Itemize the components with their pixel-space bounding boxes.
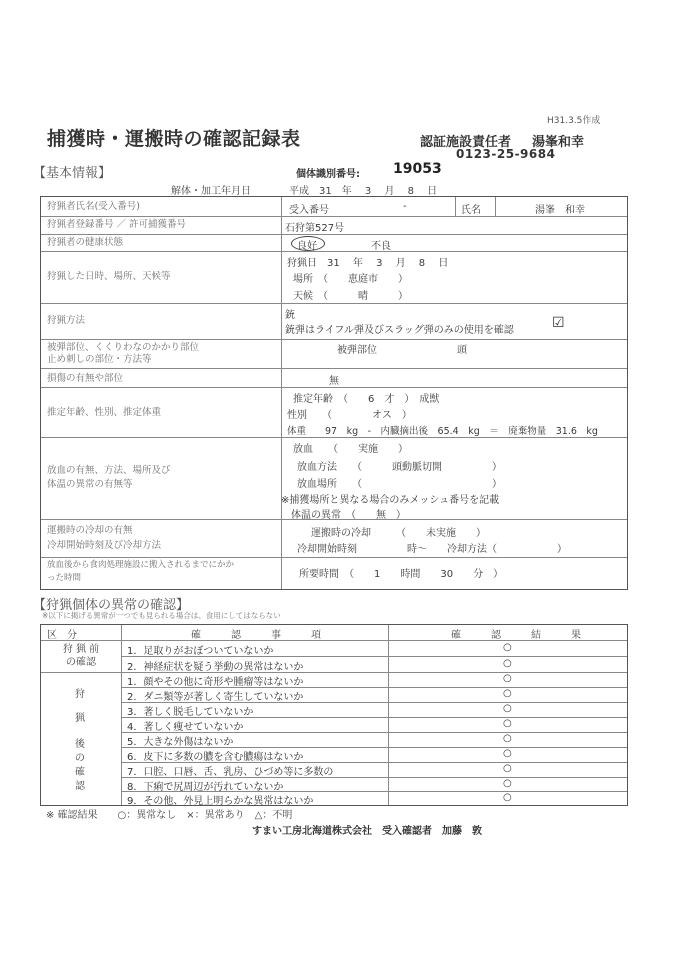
col-item-header: 確 認 事 項 xyxy=(191,630,321,641)
health-bad: 不良 xyxy=(371,241,391,252)
check-item: 7．口腔、口唇、舌、乳房、ひづめ等に多数の xyxy=(127,767,334,778)
check-item: 4．著しく痩せていないか xyxy=(127,722,244,733)
damage-value: 無 xyxy=(329,376,339,387)
check-result: ○ xyxy=(503,673,512,684)
category-after-char: 確 xyxy=(75,767,85,778)
processing-date-value: 平成 31 年 3 月 8 日 xyxy=(289,186,438,197)
table-divider xyxy=(41,368,627,369)
health-label: 狩猟者の健康状態 xyxy=(47,237,124,248)
table-divider xyxy=(121,625,122,805)
basic-info-heading: 【基本情報】 xyxy=(33,166,112,181)
abnormality-heading: 【狩猟個体の異常の確認】 xyxy=(33,598,190,613)
category-after-char: 狩 xyxy=(75,689,85,700)
check-item: 2．神経症状を疑う挙動の異常はないか xyxy=(127,662,304,673)
mesh-note: ※捕獲場所と異なる場合のみメッシュ番号を記載 xyxy=(281,495,500,506)
table-divider xyxy=(41,251,627,252)
table-divider xyxy=(281,197,282,589)
table-divider xyxy=(41,234,627,235)
receipt-no-label: 受入番号 xyxy=(289,205,329,216)
col-result-header: 確 認 結 果 xyxy=(451,630,581,641)
cooling-method-label: 冷却開始時刻及び冷却方法 xyxy=(47,540,162,551)
method-note: 銃弾はライフル弾及びスラッグ弾のみの使用を確認 xyxy=(285,325,514,336)
transport-time-label-2: った時間 xyxy=(47,573,82,583)
bleeding-value: 放血 （ 実施 ） xyxy=(293,444,408,455)
bleeding-method: 放血方法 （ 頭動脈切開 ） xyxy=(297,462,502,473)
health-good: 良好 xyxy=(297,241,317,252)
check-item: 5．大きな外傷はないか xyxy=(127,737,234,748)
damage-label: 損傷の有無や部位 xyxy=(47,373,124,384)
checkmark-icon: ☑ xyxy=(552,315,565,331)
category-before-hunt: 狩 猟 前 の確認 xyxy=(62,644,100,668)
hit-area-value: 被弾部位 頭 xyxy=(337,345,467,356)
check-result: ○ xyxy=(503,778,512,789)
abnormality-check-table xyxy=(40,624,628,806)
name-value: 湯峯 和幸 xyxy=(535,205,585,216)
category-after-char: 猟 xyxy=(75,713,85,724)
name-label: 氏名 xyxy=(461,205,481,216)
page-title: 捕獲時・運搬時の確認記録表 xyxy=(47,128,301,150)
check-result: ○ xyxy=(503,748,512,759)
check-result: ○ xyxy=(503,688,512,699)
cooling-value: 運搬時の冷却 （ 未実施 ） xyxy=(311,528,486,539)
check-result: ○ xyxy=(503,733,512,744)
processing-date-label: 解体・加工年月日 xyxy=(171,186,251,197)
registration-label: 狩猟者登録番号 ／ 許可捕獲番号 xyxy=(47,219,187,230)
check-result: ○ xyxy=(503,703,512,714)
col-category-header: 区 分 xyxy=(47,630,77,641)
check-item: 2．ダニ類等が著しく寄生していないか xyxy=(127,692,304,703)
hit-area-label: 被弾部位、くくりわなのかかり部位 xyxy=(47,342,200,353)
sex-value: 性別 （ オス ） xyxy=(287,410,412,421)
table-divider xyxy=(41,557,627,558)
estimate-label: 推定年齢、性別、推定体重 xyxy=(47,407,162,418)
category-after-char: の xyxy=(75,753,85,764)
hunt-weather: 天候 （ 晴 ） xyxy=(293,291,408,302)
hunt-place: 場所 （ 恵庭市 ） xyxy=(293,274,408,285)
body-temp-value: 体温の異常 （ 無 ） xyxy=(291,510,406,521)
result-legend: ※ 確認結果 ○：異常なし ×：異常あり △：不明 xyxy=(46,810,293,821)
cooling-label: 運搬時の冷却の有無 xyxy=(47,525,133,536)
check-item: 6．皮下に多数の膿を含む膿瘍はないか xyxy=(127,752,304,763)
weight-value: 体重 97 kg - 内臓摘出後 65.4 kg ＝ 廃棄物量 31.6 kg xyxy=(287,426,598,437)
phone-number: 0123-25-9684 xyxy=(456,147,556,161)
basic-info-table xyxy=(40,196,628,590)
cooling-start: 冷却開始時刻 時～ 冷却方法（ ） xyxy=(297,544,567,555)
table-divider xyxy=(41,303,627,304)
responsible-label: 認証施設責任者 xyxy=(420,135,512,150)
bleeding-place: 放血場所 （ ） xyxy=(297,479,502,490)
transport-time-label: 放血後から食肉処理施設に搬入されるまでにかか xyxy=(47,560,235,570)
creation-date-tag: H31.3.5作成 xyxy=(547,116,601,126)
check-item: 1．顔やその他に奇形や腫瘤等はないか xyxy=(127,677,304,688)
check-item: 8．下痢で尻周辺が汚れていないか xyxy=(127,782,284,793)
category-after-char: 認 xyxy=(75,781,85,792)
receiver-signature: すまい工房北海道株式会社 受入確認者 加藤 敦 xyxy=(252,826,482,837)
individual-id-value: 19053 xyxy=(393,161,442,177)
table-divider xyxy=(495,197,496,216)
responsible-name: 湯峯和幸 xyxy=(532,135,585,150)
check-item: 3．著しく脱毛していないか xyxy=(127,707,254,718)
receipt-no-value: - xyxy=(403,201,407,212)
table-divider xyxy=(388,625,389,805)
table-divider xyxy=(41,339,627,340)
check-item: 1．足取りがおぼついていないか xyxy=(127,646,274,657)
method-value: 銃 xyxy=(285,310,295,321)
hunt-datetime-label: 狩猟した日時、場所、天候等 xyxy=(47,271,171,282)
table-divider xyxy=(41,387,627,388)
check-item: 9．その他、外見上明らかな異常はないか xyxy=(127,796,314,807)
check-result: ○ xyxy=(503,658,512,669)
estimated-age: 推定年齢 （ 6 才 ） 成獣 xyxy=(293,394,440,405)
check-result: ○ xyxy=(503,642,512,653)
check-result: ○ xyxy=(503,718,512,729)
transport-time-value: 所要時間 （ 1 時間 30 分 ） xyxy=(299,569,504,580)
hunt-date: 狩猟日 31 年 3 月 8 日 xyxy=(287,258,449,269)
table-divider xyxy=(41,216,627,217)
category-after-char: 後 xyxy=(75,739,85,750)
table-divider xyxy=(41,437,627,438)
registration-value: 石狩第527号 xyxy=(285,223,345,234)
method-label: 狩猟方法 xyxy=(47,315,86,326)
abnormality-note: ※以下に掲げる異常が一つでも見られる場合は、食用にしてはならない xyxy=(42,611,281,620)
check-result: ○ xyxy=(503,763,512,774)
check-result: ○ xyxy=(503,792,512,803)
individual-id-label: 個体識別番号: xyxy=(296,169,360,180)
bleeding-label: 放血の有無、方法、場所及び xyxy=(47,465,171,476)
finishing-label: 止め刺しの部位・方法等 xyxy=(47,354,152,365)
body-temp-label: 体温の異常の有無等 xyxy=(47,479,133,490)
table-divider xyxy=(455,197,456,216)
hunter-name-label: 狩猟者氏名(受入番号) xyxy=(47,201,140,212)
health-good-circle-mark xyxy=(291,236,325,251)
